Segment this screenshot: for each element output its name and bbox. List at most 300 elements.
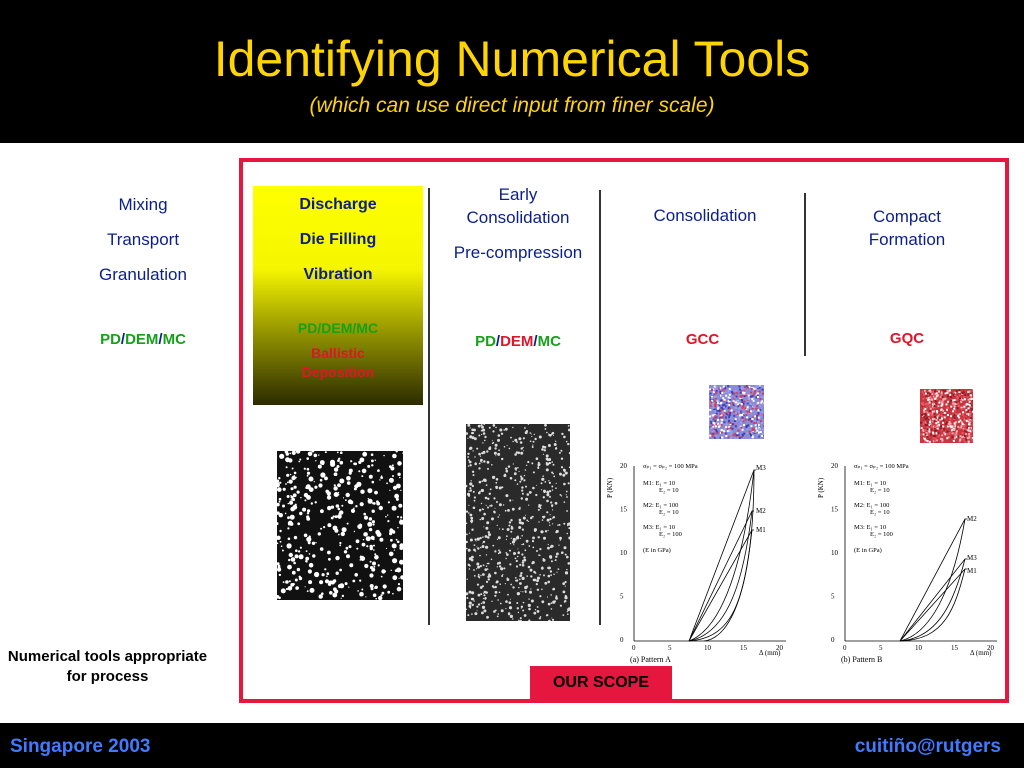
field-pixel bbox=[932, 402, 934, 404]
particle bbox=[325, 490, 329, 494]
particle bbox=[392, 464, 394, 466]
particle bbox=[547, 459, 549, 461]
particle bbox=[531, 462, 533, 464]
field-pixel bbox=[762, 433, 764, 435]
mixing-stage bbox=[83, 193, 203, 298]
particle bbox=[562, 614, 564, 616]
particle bbox=[363, 513, 366, 516]
y-axis-label: P (KN) bbox=[817, 477, 825, 498]
particle bbox=[561, 495, 562, 496]
field-pixel bbox=[727, 385, 729, 387]
particle bbox=[483, 541, 485, 543]
particle bbox=[469, 464, 471, 466]
field-pixel bbox=[731, 423, 733, 425]
particle bbox=[335, 515, 338, 518]
particle bbox=[369, 475, 373, 479]
particle bbox=[325, 579, 329, 583]
particle bbox=[534, 434, 535, 435]
field-pixel bbox=[928, 433, 930, 435]
particle bbox=[551, 433, 553, 435]
field-pixel bbox=[954, 437, 956, 439]
field-pixel bbox=[920, 422, 922, 424]
load-displacement-graph-b bbox=[815, 458, 1007, 668]
particle bbox=[551, 602, 553, 604]
particle bbox=[512, 618, 513, 619]
field-pixel bbox=[742, 406, 744, 408]
particle bbox=[493, 424, 496, 427]
field-pixel bbox=[755, 427, 757, 429]
particle bbox=[287, 495, 290, 498]
particle bbox=[468, 549, 471, 552]
particle bbox=[295, 549, 298, 552]
field-pixel bbox=[757, 409, 759, 411]
field-pixel bbox=[968, 441, 970, 443]
particle bbox=[338, 494, 339, 495]
field-pixel bbox=[724, 421, 726, 423]
field-pixel bbox=[949, 394, 951, 396]
field-pixel bbox=[748, 398, 750, 400]
particle bbox=[527, 493, 530, 496]
field-pixel bbox=[729, 422, 731, 424]
particle bbox=[357, 524, 362, 529]
field-pixel bbox=[720, 400, 722, 402]
particle bbox=[563, 523, 565, 525]
particle bbox=[469, 482, 472, 485]
field-pixel bbox=[942, 396, 944, 398]
field-pixel bbox=[947, 390, 949, 392]
field-pixel bbox=[712, 424, 714, 426]
particle bbox=[327, 523, 331, 527]
field-pixel bbox=[943, 428, 945, 430]
particle bbox=[329, 591, 333, 595]
field-pixel bbox=[959, 440, 961, 442]
field-pixel bbox=[757, 402, 759, 404]
particle bbox=[470, 514, 473, 517]
field-pixel bbox=[943, 390, 945, 392]
particle bbox=[525, 469, 527, 471]
field-pixel bbox=[920, 433, 922, 435]
field-pixel bbox=[954, 394, 956, 396]
particle bbox=[318, 454, 319, 455]
field-pixel bbox=[952, 410, 954, 412]
particle bbox=[305, 557, 309, 561]
particle bbox=[564, 600, 566, 602]
particle bbox=[363, 453, 366, 456]
field-pixel bbox=[751, 388, 753, 390]
field-pixel bbox=[747, 409, 749, 411]
field-pixel bbox=[712, 404, 714, 406]
field-pixel bbox=[945, 392, 947, 394]
field-pixel bbox=[924, 408, 926, 410]
particle bbox=[483, 432, 486, 435]
field-pixel bbox=[742, 434, 744, 436]
particle bbox=[285, 513, 287, 515]
field-pixel bbox=[924, 441, 926, 443]
particle bbox=[555, 441, 556, 442]
particle bbox=[486, 566, 487, 567]
field-pixel bbox=[717, 402, 719, 404]
field-pixel bbox=[940, 427, 942, 429]
particle bbox=[512, 427, 513, 428]
particle bbox=[556, 598, 558, 600]
field-pixel bbox=[932, 391, 934, 393]
field-pixel bbox=[944, 416, 946, 418]
particle bbox=[375, 598, 377, 600]
particle bbox=[519, 481, 521, 483]
field-pixel bbox=[946, 403, 948, 405]
particle bbox=[522, 493, 524, 495]
particle bbox=[485, 527, 488, 530]
pd-tool: PD bbox=[100, 331, 121, 348]
field-pixel bbox=[960, 420, 962, 422]
particle bbox=[293, 583, 295, 585]
particle bbox=[469, 605, 472, 608]
graph-caption: (a) Pattern A bbox=[630, 655, 671, 664]
particle bbox=[397, 527, 398, 528]
particle bbox=[381, 477, 383, 479]
particle bbox=[472, 598, 475, 601]
field-pixel bbox=[754, 390, 756, 392]
field-pixel bbox=[733, 415, 735, 417]
particle bbox=[526, 575, 528, 577]
field-pixel bbox=[954, 399, 956, 401]
particle bbox=[565, 472, 568, 475]
field-pixel bbox=[732, 404, 734, 406]
field-pixel bbox=[947, 414, 949, 416]
particle bbox=[357, 590, 359, 592]
particle bbox=[364, 564, 368, 568]
particle bbox=[289, 553, 293, 557]
field-pixel bbox=[735, 407, 737, 409]
field-pixel bbox=[721, 432, 723, 434]
particle bbox=[480, 565, 482, 567]
particle bbox=[392, 575, 397, 580]
particle bbox=[351, 509, 355, 513]
particle bbox=[476, 606, 478, 608]
particle bbox=[503, 474, 506, 477]
field-pixel bbox=[713, 422, 715, 424]
particle bbox=[484, 440, 486, 442]
field-pixel bbox=[925, 414, 927, 416]
particle bbox=[353, 463, 356, 466]
particle bbox=[541, 448, 544, 451]
particle bbox=[368, 498, 369, 499]
particle bbox=[466, 511, 468, 513]
particle bbox=[514, 453, 517, 456]
particle bbox=[519, 507, 520, 508]
particle bbox=[525, 592, 527, 594]
particle bbox=[315, 542, 316, 543]
particle bbox=[392, 543, 397, 548]
particle bbox=[565, 554, 567, 556]
particle bbox=[557, 525, 558, 526]
particle bbox=[512, 500, 513, 501]
particle bbox=[523, 450, 524, 451]
particle bbox=[291, 487, 294, 490]
particle bbox=[522, 447, 523, 448]
field-pixel bbox=[723, 407, 725, 409]
field-pixel bbox=[922, 423, 924, 425]
field-pixel bbox=[755, 424, 757, 426]
field-pixel bbox=[949, 432, 951, 434]
particle bbox=[489, 493, 491, 495]
particle bbox=[498, 553, 499, 554]
field-pixel bbox=[941, 404, 943, 406]
particle bbox=[500, 567, 503, 570]
particle bbox=[545, 428, 547, 430]
particle bbox=[320, 528, 322, 530]
particle bbox=[549, 518, 551, 520]
particle bbox=[383, 584, 387, 588]
particle bbox=[308, 542, 310, 544]
field-pixel bbox=[922, 429, 924, 431]
particle bbox=[390, 539, 393, 542]
particle bbox=[517, 556, 519, 558]
pd-tool: PD bbox=[297, 320, 318, 336]
particle bbox=[521, 497, 523, 499]
field-pixel bbox=[742, 395, 744, 397]
particle bbox=[468, 512, 470, 514]
particle bbox=[509, 521, 511, 523]
particle bbox=[505, 583, 506, 584]
particle bbox=[542, 519, 544, 521]
consolidation-field-thumbnail bbox=[709, 385, 764, 445]
particle bbox=[320, 509, 324, 513]
particle bbox=[482, 545, 485, 548]
particle bbox=[320, 547, 324, 551]
particle bbox=[479, 463, 481, 465]
particle bbox=[522, 610, 524, 612]
particle bbox=[335, 591, 338, 594]
particle bbox=[481, 503, 482, 504]
particle bbox=[532, 537, 535, 540]
particle bbox=[538, 521, 539, 522]
particle bbox=[546, 493, 549, 496]
field-pixel bbox=[930, 434, 932, 436]
particle bbox=[369, 517, 372, 520]
particle bbox=[309, 477, 314, 482]
field-pixel bbox=[922, 402, 924, 404]
particle bbox=[543, 454, 544, 455]
particle bbox=[365, 596, 366, 597]
particle bbox=[299, 512, 302, 515]
particle bbox=[392, 530, 395, 533]
particle bbox=[501, 433, 503, 435]
particle bbox=[520, 452, 523, 455]
field-pixel bbox=[937, 421, 939, 423]
field-pixel bbox=[947, 426, 949, 428]
field-pixel bbox=[931, 426, 933, 428]
particle bbox=[327, 551, 331, 555]
particle bbox=[470, 427, 471, 428]
field-pixel bbox=[721, 394, 723, 396]
particle bbox=[469, 533, 470, 534]
particle bbox=[514, 472, 517, 475]
field-pixel bbox=[740, 395, 742, 397]
field-pixel bbox=[953, 429, 955, 431]
particle bbox=[373, 523, 375, 525]
particle bbox=[277, 487, 282, 492]
particle bbox=[522, 564, 525, 567]
y-tick-label: 20 bbox=[620, 462, 627, 470]
field-pixel bbox=[948, 423, 950, 425]
field-pixel bbox=[935, 422, 937, 424]
dem-tool: DEM bbox=[500, 333, 534, 350]
particle bbox=[309, 536, 311, 538]
particle bbox=[338, 508, 341, 511]
particle bbox=[521, 606, 523, 608]
field-pixel bbox=[972, 424, 973, 426]
particle bbox=[279, 498, 282, 501]
field-pixel bbox=[721, 387, 723, 389]
particle bbox=[510, 615, 513, 618]
particle bbox=[533, 571, 535, 573]
field-pixel bbox=[761, 400, 763, 402]
particle bbox=[470, 520, 472, 522]
field-pixel bbox=[719, 404, 721, 406]
particle bbox=[400, 490, 401, 491]
field-pixel bbox=[739, 389, 741, 391]
field-pixel bbox=[719, 413, 721, 415]
particle bbox=[510, 599, 511, 600]
particle bbox=[348, 499, 353, 504]
dem-tool: DEM bbox=[321, 320, 353, 336]
field-pixel bbox=[734, 403, 736, 405]
particle bbox=[397, 473, 400, 476]
particle bbox=[499, 528, 500, 529]
particle bbox=[383, 455, 384, 456]
particle bbox=[522, 561, 525, 564]
particle bbox=[396, 568, 401, 573]
particle bbox=[529, 591, 532, 594]
footer-venue: Singapore 2003 bbox=[10, 736, 151, 757]
particle bbox=[538, 554, 539, 555]
particle bbox=[495, 455, 496, 456]
particle bbox=[309, 553, 311, 555]
field-pixel bbox=[756, 417, 758, 419]
particle bbox=[312, 542, 315, 545]
particle bbox=[546, 468, 549, 471]
particle bbox=[484, 594, 486, 596]
field-pixel bbox=[951, 429, 953, 431]
particle bbox=[291, 557, 296, 562]
particle bbox=[399, 578, 400, 579]
particle bbox=[374, 553, 376, 555]
curve-label: M1 bbox=[967, 567, 977, 575]
particle bbox=[283, 581, 285, 583]
particle bbox=[491, 517, 494, 520]
field-pixel bbox=[956, 390, 958, 392]
field-pixel bbox=[754, 392, 756, 394]
particle bbox=[295, 504, 297, 506]
particle bbox=[499, 514, 500, 515]
particle bbox=[472, 604, 474, 606]
particle bbox=[539, 436, 542, 439]
particle bbox=[358, 470, 360, 472]
field-pixel bbox=[926, 396, 928, 398]
particle bbox=[314, 481, 315, 482]
particle bbox=[378, 564, 380, 566]
field-pixel bbox=[947, 431, 949, 433]
particle bbox=[387, 591, 390, 594]
y-tick-label: 5 bbox=[620, 592, 624, 601]
field-pixel bbox=[760, 420, 762, 422]
particle bbox=[374, 587, 376, 589]
field-pixel bbox=[750, 392, 752, 394]
particle bbox=[530, 517, 532, 519]
particle bbox=[483, 460, 485, 462]
particle bbox=[468, 459, 470, 461]
particle bbox=[478, 467, 480, 469]
field-pixel bbox=[956, 427, 958, 429]
particle bbox=[299, 577, 302, 580]
particle bbox=[548, 433, 549, 434]
field-pixel bbox=[742, 429, 744, 431]
particle bbox=[282, 550, 284, 552]
particle bbox=[522, 529, 524, 531]
particle bbox=[485, 535, 488, 538]
particle bbox=[487, 536, 490, 539]
particle bbox=[339, 569, 342, 572]
particle bbox=[348, 494, 350, 496]
field-pixel bbox=[941, 393, 943, 395]
field-pixel bbox=[756, 430, 758, 432]
particle bbox=[523, 602, 525, 604]
particle bbox=[354, 531, 355, 532]
particle bbox=[338, 492, 339, 493]
particle bbox=[567, 613, 569, 615]
x-tick-label: 10 bbox=[915, 644, 922, 652]
field-pixel bbox=[964, 435, 966, 437]
field-pixel bbox=[933, 410, 935, 412]
particle bbox=[327, 495, 331, 499]
field-pixel bbox=[743, 424, 745, 426]
particle bbox=[481, 426, 484, 429]
particle bbox=[496, 580, 499, 583]
field-pixel bbox=[949, 389, 951, 391]
field-pixel bbox=[725, 426, 727, 428]
particle bbox=[543, 516, 545, 518]
particle bbox=[491, 464, 493, 466]
particle bbox=[342, 595, 344, 597]
particle bbox=[526, 540, 529, 543]
particle bbox=[517, 548, 518, 549]
field-pixel bbox=[936, 410, 938, 412]
field-pixel bbox=[929, 441, 931, 443]
particle bbox=[396, 539, 398, 541]
field-pixel bbox=[734, 420, 736, 422]
legend-line: (E in GPa) bbox=[643, 547, 671, 554]
particle bbox=[472, 485, 474, 487]
discharge-tools bbox=[253, 320, 423, 336]
particle bbox=[474, 463, 477, 466]
particle bbox=[508, 465, 510, 467]
field-pixel bbox=[962, 423, 964, 425]
field-pixel bbox=[738, 386, 740, 388]
particle bbox=[565, 571, 568, 574]
gcc-tool: GCC bbox=[685, 331, 720, 348]
particle bbox=[337, 452, 339, 454]
particle bbox=[304, 468, 306, 470]
particle bbox=[501, 609, 504, 612]
field-pixel bbox=[752, 429, 754, 431]
field-pixel bbox=[757, 435, 759, 437]
particle bbox=[398, 504, 402, 508]
field-pixel bbox=[753, 398, 755, 400]
particle bbox=[291, 516, 292, 517]
particle bbox=[513, 544, 514, 545]
particle bbox=[472, 432, 474, 434]
